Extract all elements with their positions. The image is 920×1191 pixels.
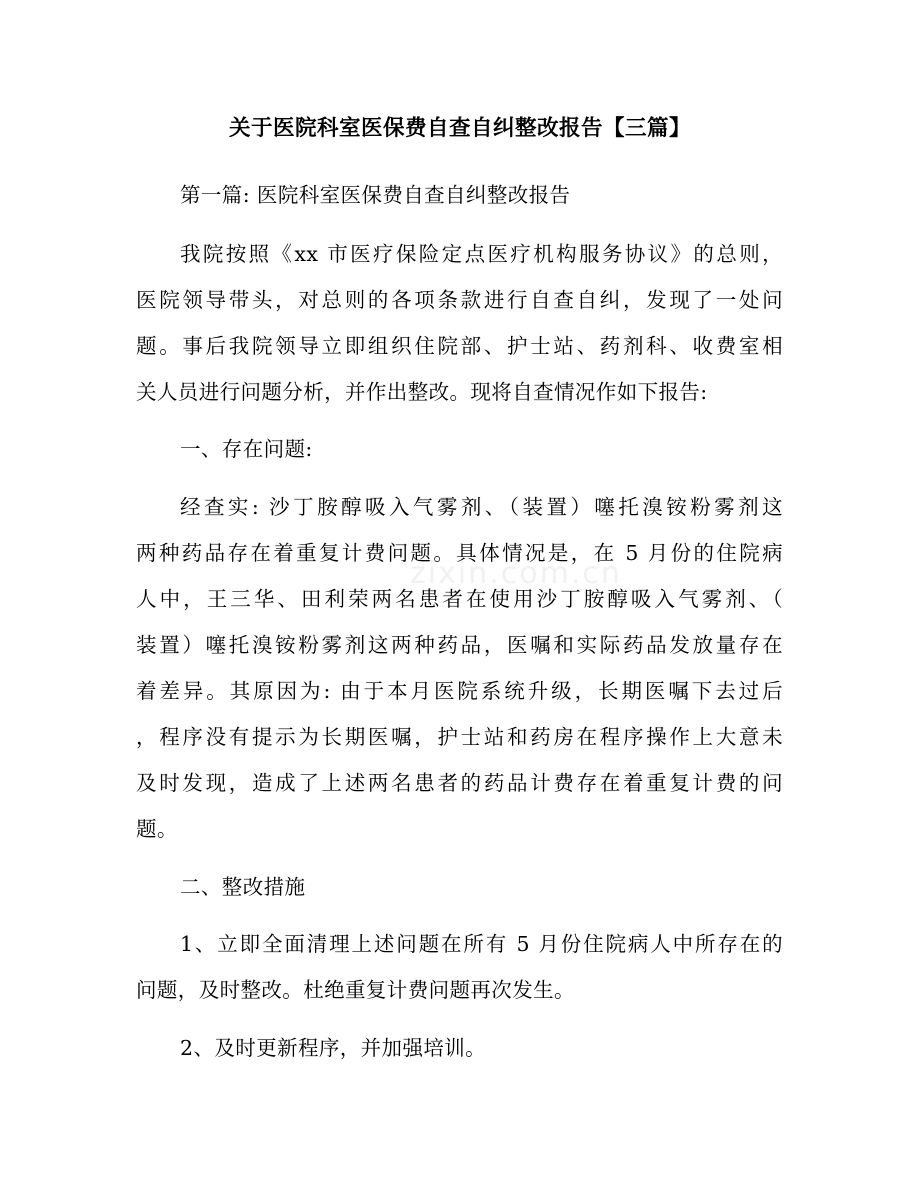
paragraph-line: 经查实: 沙丁胺醇吸入气雾剂、（装置）噻托溴铵粉雾剂这	[180, 495, 783, 519]
paragraph-line: 关人员进行问题分析，并作出整改。现将自查情况作如下报告:	[136, 380, 708, 404]
document-title: 关于医院科室医保费自查自纠整改报告【三篇】	[228, 116, 691, 141]
paragraph-line: 装置）噻托溴铵粉雾剂这两种药品，医嘱和实际药品发放量存在	[136, 633, 783, 657]
measure-2-paragraph: 2、及时更新程序，并加强培训。	[180, 1036, 487, 1060]
section-heading: 第一篇: 医院科室医保费自查自纠整改报告	[180, 183, 571, 207]
paragraph-line: 人中，王三华、田利荣两名患者在使用沙丁胺醇吸入气雾剂、（	[136, 587, 783, 611]
heading-problems: 一、存在问题:	[180, 437, 313, 461]
paragraph-line: 两种药品存在着重复计费问题。具体情况是，在 5 月份的住院病	[136, 541, 783, 565]
heading-measures: 二、整改措施	[180, 875, 306, 899]
paragraph-line: ，程序没有提示为长期医嘱，护士站和药房在程序操作上大意未	[136, 725, 783, 749]
paragraph-line: 题。	[136, 817, 178, 841]
paragraph-line: 及时发现，造成了上述两名患者的药品计费存在着重复计费的问	[136, 771, 783, 795]
paragraph-line: 1、立即全面清理上述问题在所有 5 月份住院病人中所存在的	[180, 932, 783, 956]
paragraph-line: 我院按照《xx 市医疗保险定点医疗机构服务协议》的总则，	[180, 242, 783, 266]
paragraph-line: 着差异。其原因为: 由于本月医院系统升级，长期医嘱下去过后	[136, 679, 783, 703]
watermark: zixin.com.cn	[410, 556, 622, 591]
paragraph-line: 问题，及时整改。杜绝重复计费问题再次发生。	[136, 978, 575, 1002]
paragraph-line: 题。事后我院领导立即组织住院部、护士站、药剂科、收费室相	[136, 334, 783, 358]
paragraph-line: 医院领导带头，对总则的各项条款进行自查自纠，发现了一处问	[136, 288, 783, 312]
